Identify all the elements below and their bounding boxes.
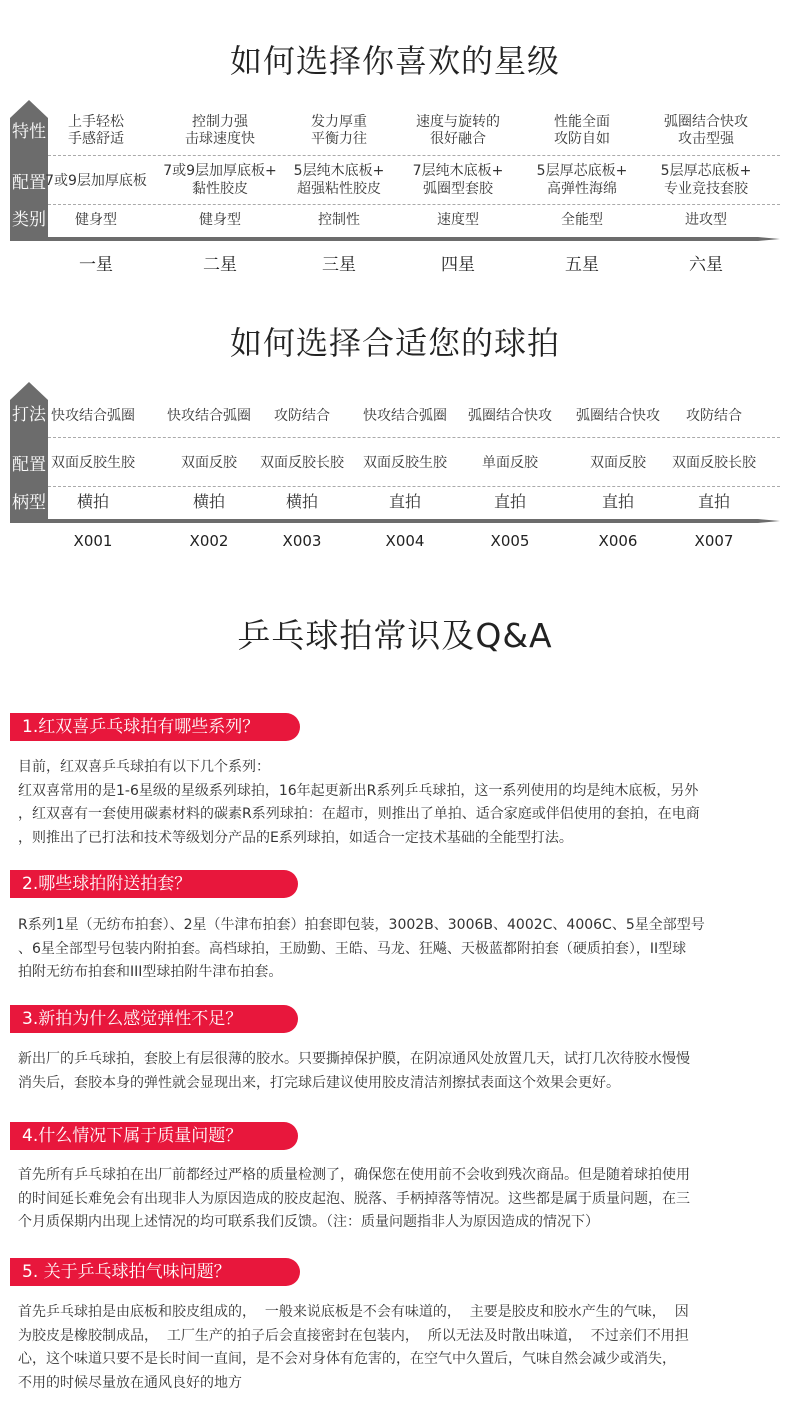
feature-text: 手感舒适 xyxy=(68,131,124,147)
qa-title: 乒乓球拍常识及Q&A xyxy=(237,616,553,655)
play-style-text: 快攻结合弧圈 xyxy=(167,408,251,424)
answer-line: 首先所有乒乓球拍在出厂前都经过严格的质量检测了，确保您在使用前不会收到残次商品。但是随着球拍使用 xyxy=(18,1167,690,1183)
config-text: 弧圈型套胶 xyxy=(423,181,493,197)
answer-line: 目前，红双喜乒乓球拍有以下几个系列： xyxy=(18,759,270,775)
row-label-category: 类别 xyxy=(12,210,46,230)
category-text: 控制性 xyxy=(318,212,360,228)
question-heading: 1.红双喜乒乓球拍有哪些系列？ xyxy=(10,713,300,741)
model-code: X006 xyxy=(598,532,638,550)
section1-title: 如何选择你喜欢的星级 xyxy=(229,42,560,80)
config-text: 高弹性海绵 xyxy=(547,181,617,197)
star-level-label: 四星 xyxy=(441,255,475,275)
category-text: 全能型 xyxy=(561,212,603,228)
answer-line: 不用的时候尽量放在通风良好的地方 xyxy=(18,1374,242,1391)
grip-type-text: 横拍 xyxy=(192,492,225,511)
model-code: X005 xyxy=(490,532,530,550)
answer-line: 的时间延长难免会有出现非人为原因造成的胶皮起泡、脱落、手柄掉落等情况。这些都是属于质量问题，在三 xyxy=(18,1190,690,1207)
answer-text xyxy=(18,1048,778,1095)
config-text: 7或9层加厚底板 xyxy=(45,173,147,189)
row-divider xyxy=(48,155,780,156)
feature-text: 速度与旋转的 xyxy=(416,114,500,130)
star-level-label: 一星 xyxy=(79,255,113,275)
table-axis-arrow xyxy=(10,519,780,523)
feature-text: 击球速度快 xyxy=(185,131,255,147)
answer-line: ，红双喜有一套使用碳素材料的碳素R系列球拍：在超市，则推出了单拍、适合家庭或伴侣使用的套拍，在电商 xyxy=(18,806,700,822)
config-text: 双面反胶 xyxy=(181,455,237,471)
answer-line: 新出厂的乒乓球拍，套胶上有层很薄的胶水。只要撕掉保护膜，在阴凉通风处放置几天，试打几次待胶水慢慢 xyxy=(18,1051,690,1067)
config-text: 7层纯木底板+ xyxy=(412,163,504,179)
model-code: X001 xyxy=(73,532,113,550)
model-code: X002 xyxy=(189,532,229,550)
config-text: 单面反胶 xyxy=(482,455,538,471)
model-code: X004 xyxy=(385,532,425,550)
config-text: 黏性胶皮 xyxy=(192,181,248,197)
section2-title: 如何选择合适您的球拍 xyxy=(229,324,560,362)
row-divider xyxy=(48,204,780,205)
play-style-text: 弧圈结合快攻 xyxy=(576,408,660,424)
grip-type-text: 直拍 xyxy=(388,492,421,511)
config-text: 5层厚芯底板+ xyxy=(536,163,628,179)
config-text: 5层纯木底板+ xyxy=(293,163,385,179)
play-style-text: 快攻结合弧圈 xyxy=(51,408,135,424)
feature-text: 攻击型强 xyxy=(678,131,734,147)
question-heading: 5. 关于乒乓球拍气味问题？ xyxy=(10,1258,300,1286)
play-style-text: 弧圈结合快攻 xyxy=(468,408,552,424)
feature-text: 平衡力往 xyxy=(311,131,367,147)
answer-text xyxy=(18,756,778,850)
row-label-config: 配置 xyxy=(12,455,46,475)
row-label-feature: 特性 xyxy=(12,122,46,142)
feature-text: 发力厚重 xyxy=(311,114,367,130)
racket-model-table xyxy=(10,382,780,562)
answer-text xyxy=(18,914,778,985)
category-text: 速度型 xyxy=(437,212,479,228)
config-text: 双面反胶 xyxy=(590,455,646,471)
answer-line: 个月质保期内出现上述情况的均可联系我们反馈。（注：质量问题指非人为原因造成的情况下） xyxy=(18,1214,599,1230)
category-text: 健身型 xyxy=(75,212,117,228)
feature-text: 性能全面 xyxy=(554,114,610,130)
feature-text: 很好融合 xyxy=(430,131,486,147)
feature-text: 攻防自如 xyxy=(554,131,610,147)
row-label-grip: 柄型 xyxy=(12,493,46,513)
grip-type-text: 横拍 xyxy=(76,492,109,511)
row-label-style: 打法 xyxy=(12,405,46,425)
question-heading: 4.什么情况下属于质量问题？ xyxy=(10,1122,298,1150)
star-level-label: 五星 xyxy=(565,255,599,275)
star-level-label: 二星 xyxy=(203,255,237,275)
star-level-table xyxy=(10,100,780,300)
answer-line: ，则推出了已打法和技术等级划分产品的E系列球拍，如适合一定技术基础的全能型打法。 xyxy=(18,829,573,846)
model-code: X003 xyxy=(282,532,322,550)
config-text: 双面反胶生胶 xyxy=(51,455,135,471)
config-text: 双面反胶长胶 xyxy=(672,455,756,471)
grip-type-text: 直拍 xyxy=(601,492,634,511)
star-level-label: 三星 xyxy=(322,255,356,275)
play-style-text: 快攻结合弧圈 xyxy=(363,408,447,424)
category-text: 进攻型 xyxy=(685,212,727,228)
grip-type-text: 直拍 xyxy=(697,492,730,511)
config-text: 超强粘性胶皮 xyxy=(297,181,381,197)
row-divider xyxy=(48,486,780,487)
config-text: 双面反胶生胶 xyxy=(363,455,447,471)
answer-line: 消失后，套胶本身的弹性就会显现出来，打完球后建议使用胶皮清洁剂擦拭表面这个效果会更好。 xyxy=(18,1074,620,1091)
answer-line: 为胶皮是橡胶制成品， 工厂生产的拍子后会直接密封在包装内， 所以无法及时散出味道， 不过亲们不用担 xyxy=(18,1327,689,1344)
config-text: 7或9层加厚底板+ xyxy=(163,163,277,179)
answer-line: 心，这个味道只要不是长时间一直间，是不会对身体有危害的，在空气中久置后，气味自然会减少或消失， xyxy=(18,1351,676,1367)
answer-line: 红双喜常用的是1-6星级的星级系列球拍，16年起更新出R系列乒乓球拍，这一系列使用的均是纯木底板，另外 xyxy=(18,782,699,799)
question-heading: 2.哪些球拍附送拍套？ xyxy=(10,870,298,898)
answer-text xyxy=(18,1301,778,1395)
row-label-config: 配置 xyxy=(12,173,46,193)
answer-line: 、6星全部型号包装内附拍套。高档球拍，王励勤、王皓、马龙、狂飚、天极蓝都附拍套（硬质拍套），II型球 xyxy=(18,940,687,957)
config-text: 5层厚芯底板+ xyxy=(660,163,752,179)
config-text: 双面反胶长胶 xyxy=(260,455,344,471)
grip-type-text: 横拍 xyxy=(285,492,318,511)
question-heading: 3.新拍为什么感觉弹性不足？ xyxy=(10,1005,298,1033)
config-text: 专业竞技套胶 xyxy=(664,181,748,197)
play-style-text: 攻防结合 xyxy=(274,408,330,424)
answer-line: 首先乒乓球拍是由底板和胶皮组成的， 一般来说底板是不会有味道的， 主要是胶皮和胶水产生的气味， 因 xyxy=(18,1304,689,1320)
grip-type-text: 直拍 xyxy=(493,492,526,511)
answer-line: 拍附无纺布拍套和III型球拍附牛津布拍套。 xyxy=(18,964,283,980)
category-text: 健身型 xyxy=(199,212,241,228)
answer-text xyxy=(18,1164,778,1235)
model-code: X007 xyxy=(694,532,734,550)
feature-text: 弧圈结合快攻 xyxy=(664,114,748,130)
star-level-label: 六星 xyxy=(689,255,723,275)
table-axis-arrow xyxy=(10,237,780,241)
row-divider xyxy=(48,437,780,438)
play-style-text: 攻防结合 xyxy=(686,408,742,424)
feature-text: 控制力强 xyxy=(192,114,248,130)
answer-line: R系列1星（无纺布拍套）、2星（牛津布拍套）拍套即包装，3002B、3006B、4002C、4006C、5星全部型号 xyxy=(18,917,705,933)
feature-text: 上手轻松 xyxy=(68,114,124,130)
